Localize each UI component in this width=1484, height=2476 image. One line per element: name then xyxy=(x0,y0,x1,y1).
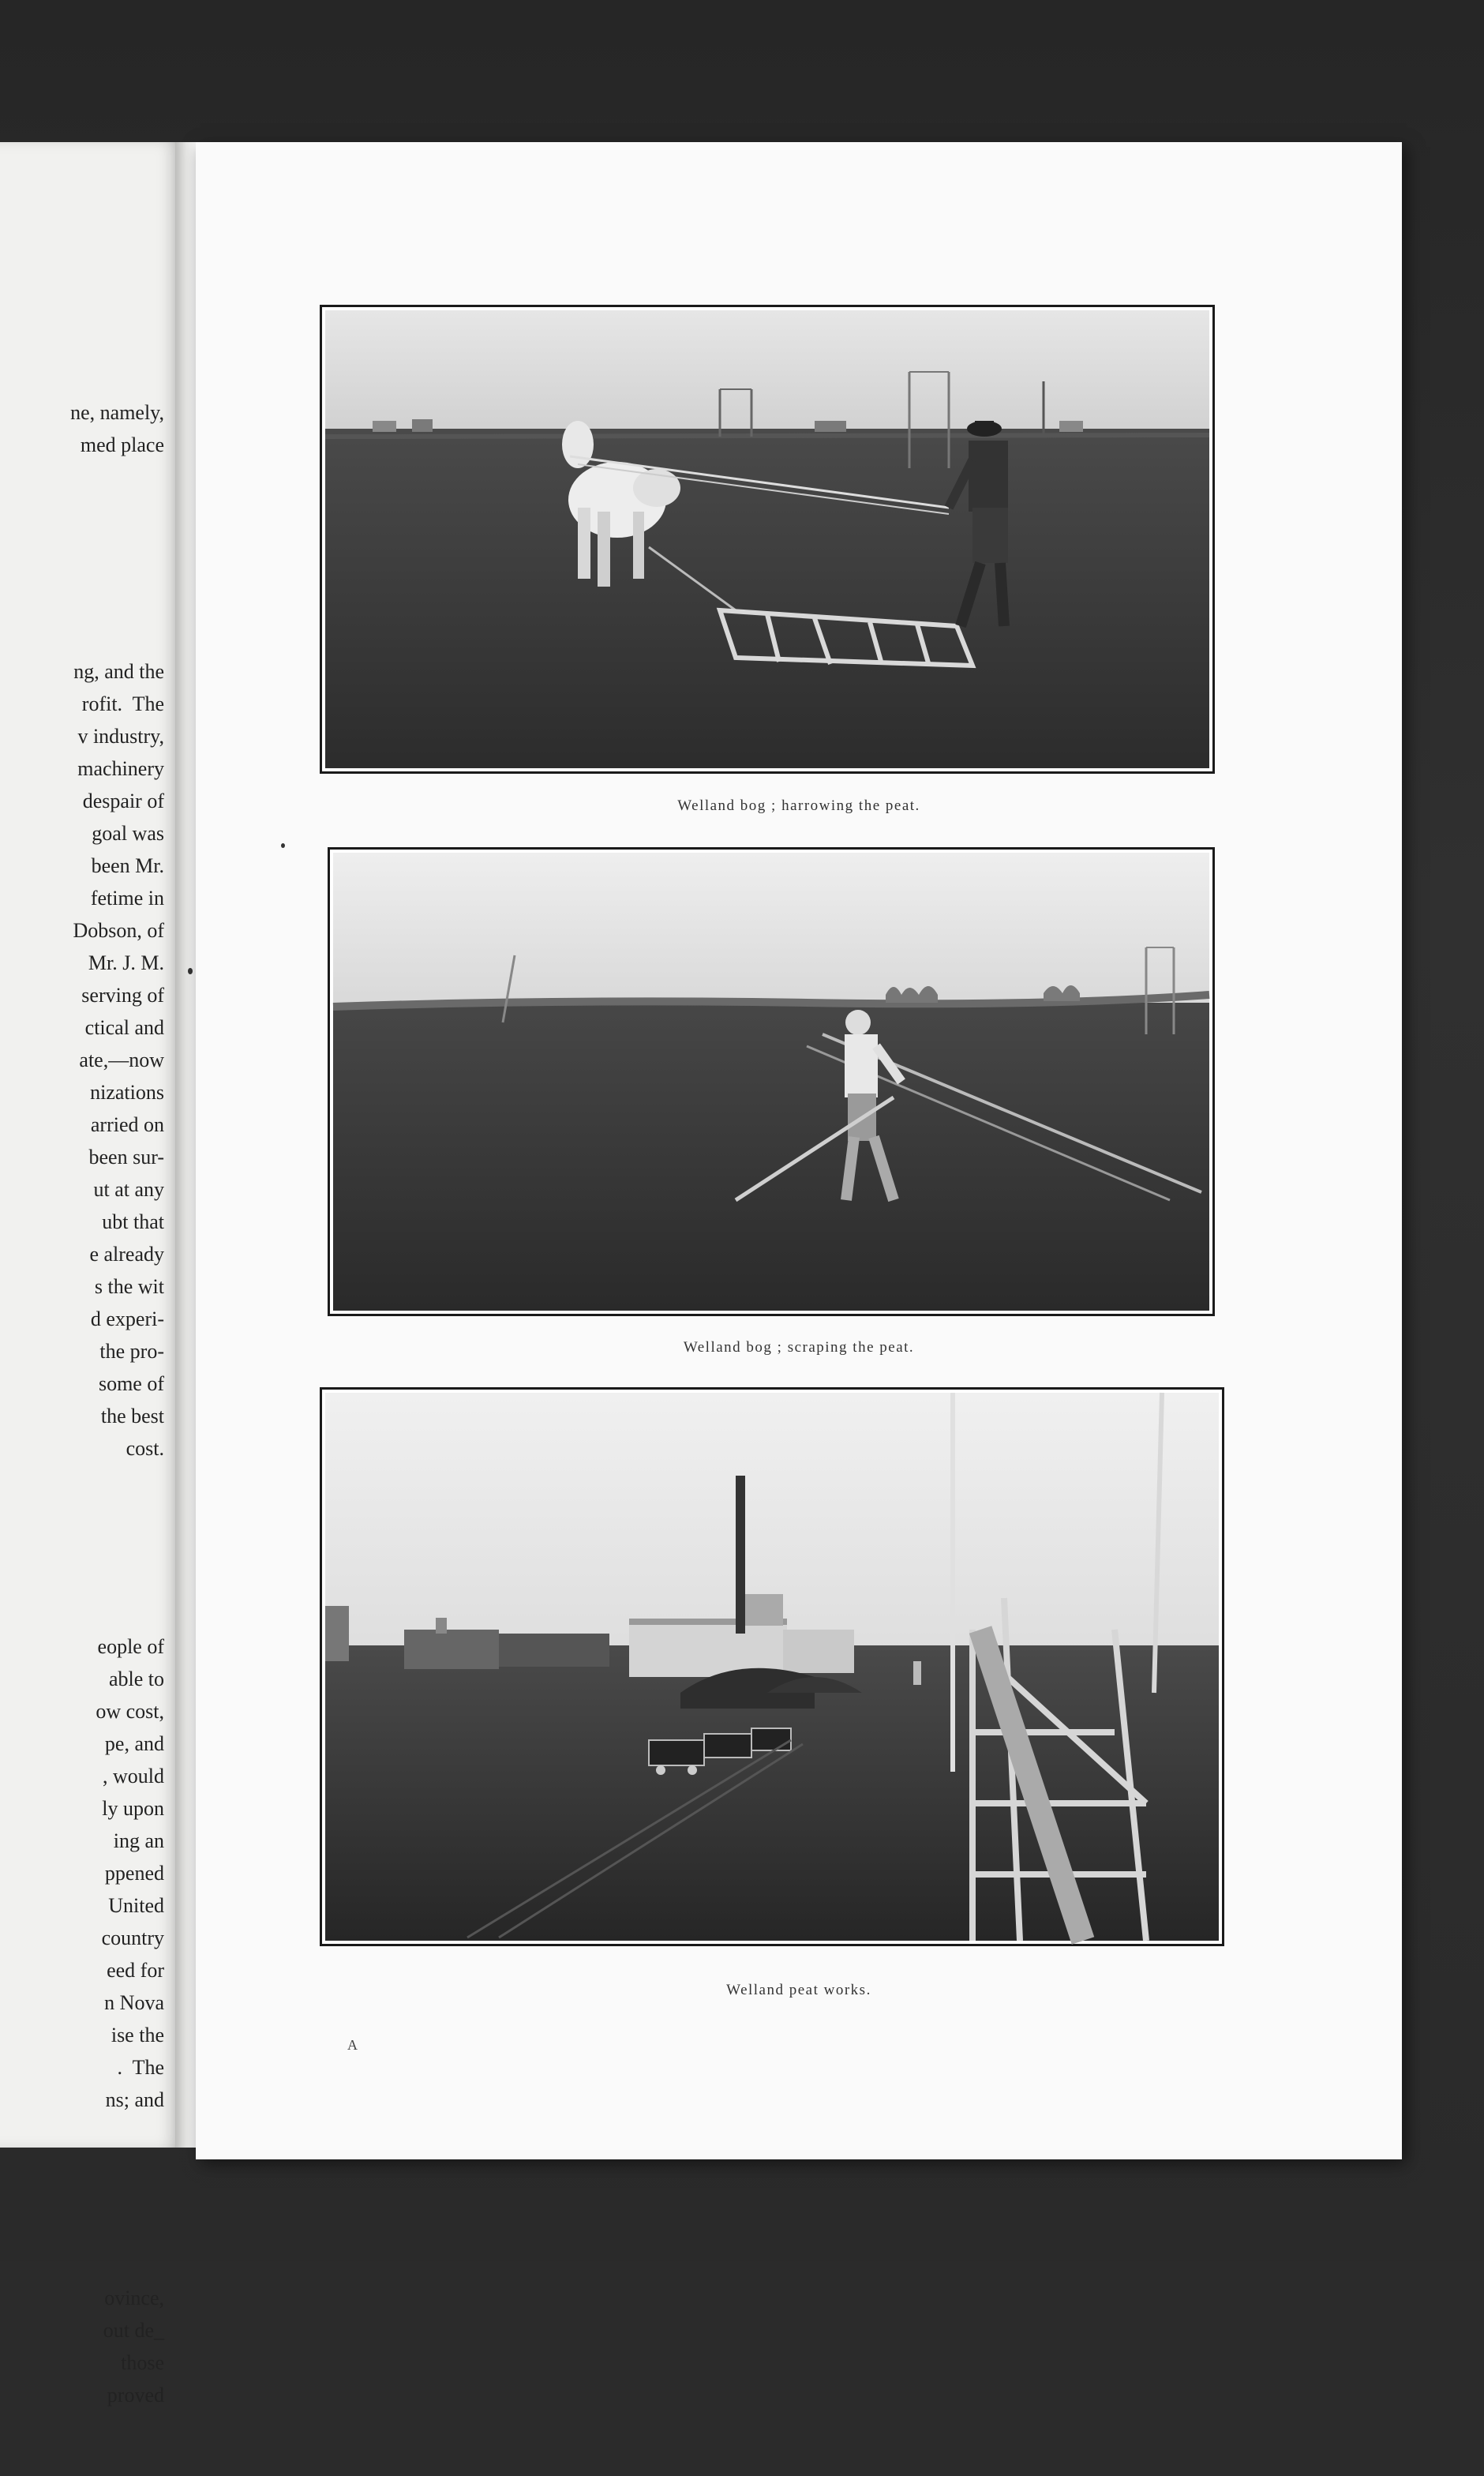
left-page-line: ne, namely, xyxy=(70,401,164,424)
left-page-line: ing an xyxy=(113,1829,164,1852)
left-page-line: ly upon xyxy=(102,1797,164,1820)
left-page-line: despair of xyxy=(82,790,164,812)
left-page-line: Mr. J. M. xyxy=(88,951,164,974)
left-page xyxy=(0,142,182,2407)
left-page-line: eed for xyxy=(107,1959,164,1982)
scraping-image xyxy=(333,853,1209,1311)
left-page-line: ctical and xyxy=(84,1016,164,1039)
left-page-line: d experi- xyxy=(90,1307,164,1330)
left-page-line: eople of xyxy=(97,1635,164,1658)
left-text-group-3 xyxy=(0,1630,164,2116)
left-page-line: n Nova xyxy=(104,1991,164,2014)
left-page-line: pe, and xyxy=(104,1732,164,1755)
left-page-line: ubt that xyxy=(102,1210,164,1233)
left-page-line: ns; and xyxy=(105,2088,164,2111)
left-page-line: proved xyxy=(107,2384,164,2407)
peat-works-image xyxy=(325,1393,1219,1941)
left-page-line: out de_ xyxy=(103,2319,164,2342)
left-page-line: , would xyxy=(103,1765,164,1788)
left-page-line: ppened xyxy=(104,1862,164,1885)
page-marker: A xyxy=(347,2037,358,2053)
left-page-line: been sur- xyxy=(88,1146,164,1169)
left-page-line: v industry, xyxy=(77,725,164,748)
left-page-line: the pro- xyxy=(99,1340,164,1363)
photo-harrowing xyxy=(320,305,1215,774)
right-page xyxy=(196,142,1402,2159)
caption-scraping: Welland bog ; scraping the peat. xyxy=(683,1339,915,1356)
left-page-line: e already xyxy=(89,1243,164,1266)
left-page-line: the best xyxy=(100,1405,164,1427)
left-page-line: some of xyxy=(98,1372,164,1395)
left-page-line: able to xyxy=(108,1668,164,1690)
left-page-line: fetime in xyxy=(90,887,164,910)
binding-speck xyxy=(188,968,193,974)
left-page-line: serving of xyxy=(81,984,164,1007)
left-page-line: arried on xyxy=(90,1113,164,1136)
left-page-line: ng, and the xyxy=(73,660,164,683)
left-page-line: Dobson, of xyxy=(73,919,164,942)
left-text-group-4 xyxy=(0,2282,164,2411)
left-text-group-2 xyxy=(0,655,164,1465)
left-page-line: ise the xyxy=(111,2024,164,2046)
left-page-line: . The xyxy=(117,2056,164,2079)
left-page-line: country xyxy=(101,1926,164,1949)
left-page-line: been Mr. xyxy=(91,854,164,877)
caption-peat-works: Welland peat works. xyxy=(726,1982,871,1998)
photo-peat-works xyxy=(320,1387,1224,1946)
left-page-line: ate,—now xyxy=(79,1049,164,1071)
page-speck xyxy=(281,843,285,848)
harrowing-image xyxy=(325,310,1209,768)
left-page-line: s the wit xyxy=(94,1275,164,1298)
left-page-line: ut at any xyxy=(93,1178,164,1201)
left-text-group-1 xyxy=(0,396,164,461)
left-page-line: machinery xyxy=(77,757,164,780)
left-page-line: cost. xyxy=(126,1437,164,1460)
caption-harrowing: Welland bog ; harrowing the peat. xyxy=(677,797,920,814)
left-page-line: ovince, xyxy=(104,2287,164,2309)
left-page-line: med place xyxy=(80,433,164,456)
left-page-line: United xyxy=(108,1894,164,1917)
photo-scraping xyxy=(328,847,1215,1316)
left-page-line: nizations xyxy=(90,1081,164,1104)
left-page-line: ow cost, xyxy=(96,1700,164,1723)
left-page-line: those xyxy=(121,2351,164,2374)
left-page-line: rofit. The xyxy=(81,692,164,715)
left-page-text xyxy=(0,332,164,2476)
left-page-line: goal was xyxy=(92,822,164,845)
